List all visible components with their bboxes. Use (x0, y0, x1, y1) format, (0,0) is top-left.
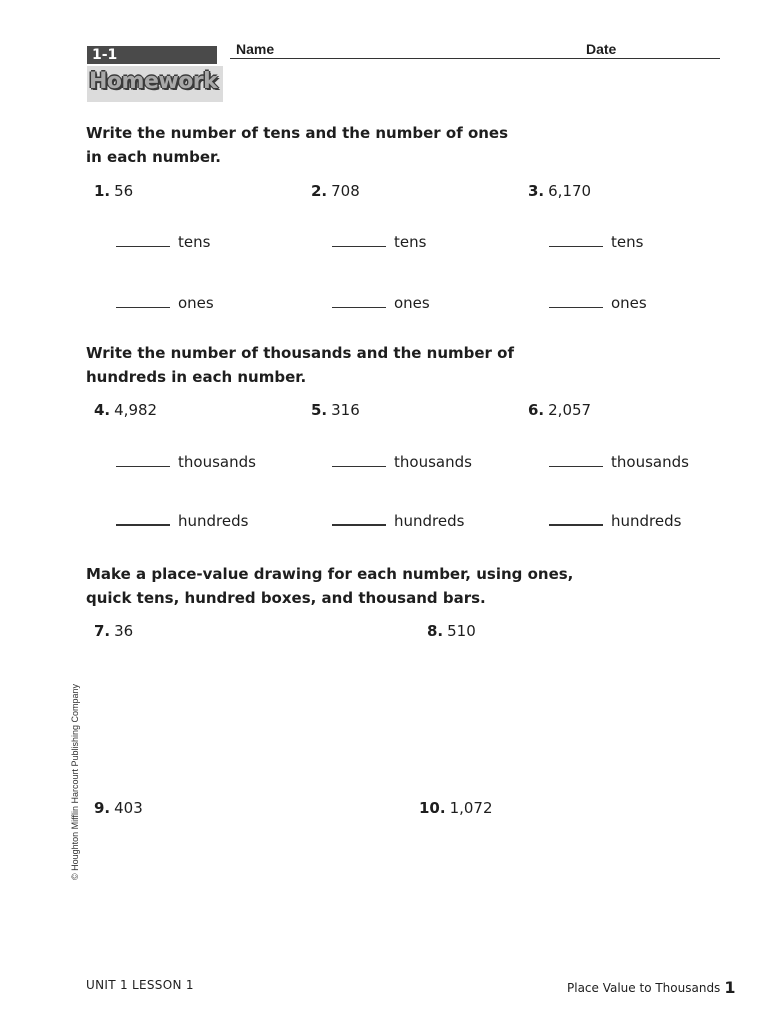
instruction-section-2 (86, 341, 606, 389)
page-number: 1 (724, 978, 736, 997)
answer-blank[interactable] (332, 466, 386, 467)
homework-banner (87, 66, 223, 102)
answer-label: tens (394, 233, 427, 251)
copyright-notice: © Houghton Mifflin Harcourt Publishing Company (70, 683, 80, 880)
problem-number: 7. (94, 622, 111, 640)
answer-4-thousands (116, 453, 256, 471)
answer-blank[interactable] (549, 246, 603, 247)
answer-1-tens (116, 233, 210, 251)
problem-number: 2. (311, 182, 328, 200)
footer-title (567, 978, 735, 997)
answer-blank[interactable] (549, 524, 603, 526)
instruction-line: in each number. (86, 148, 221, 166)
problem-number: 5. (311, 401, 328, 419)
answer-blank[interactable] (332, 246, 386, 247)
instruction-line: hundreds in each number. (86, 368, 307, 386)
problem-value: 56 (114, 182, 134, 200)
answer-6-hundreds (549, 512, 681, 530)
answer-label: thousands (178, 453, 256, 471)
answer-label: tens (178, 233, 211, 251)
answer-label: ones (611, 294, 647, 312)
instruction-line: quick tens, hundred boxes, and thousand bars. (86, 589, 486, 607)
answer-blank[interactable] (332, 524, 386, 526)
answer-1-ones (116, 294, 214, 312)
answer-label: hundreds (611, 512, 682, 530)
problem-number: 10. (419, 799, 446, 817)
footer-unit-lesson: UNIT 1 LESSON 1 (86, 978, 194, 992)
problem-number: 8. (427, 622, 444, 640)
problem-6 (528, 401, 591, 419)
problem-1 (94, 182, 133, 200)
name-label: Name (236, 41, 275, 57)
answer-label: ones (178, 294, 214, 312)
answer-6-thousands (549, 453, 689, 471)
problem-number: 9. (94, 799, 111, 817)
instruction-line: Write the number of tens and the number of ones (86, 124, 509, 142)
answer-blank[interactable] (116, 246, 170, 247)
problem-value: 510 (447, 622, 476, 640)
problem-10 (419, 799, 493, 817)
answer-label: ones (394, 294, 430, 312)
instruction-section-1 (86, 121, 606, 169)
problem-value: 403 (114, 799, 143, 817)
answer-4-hundreds (116, 512, 248, 530)
problem-value: 36 (114, 622, 134, 640)
problem-3 (528, 182, 591, 200)
problem-5 (311, 401, 360, 419)
footer-title-text: Place Value to Thousands (567, 981, 721, 995)
answer-label: thousands (611, 453, 689, 471)
problem-value: 708 (331, 182, 360, 200)
instruction-section-3 (86, 562, 606, 610)
answer-3-ones (549, 294, 647, 312)
problem-9 (94, 799, 143, 817)
answer-blank[interactable] (549, 466, 603, 467)
problem-7 (94, 622, 133, 640)
problem-2 (311, 182, 360, 200)
problem-number: 3. (528, 182, 545, 200)
lesson-tag: 1-1 (87, 46, 217, 64)
problem-number: 4. (94, 401, 111, 419)
answer-label: hundreds (394, 512, 465, 530)
problem-value: 4,982 (114, 401, 158, 419)
problem-value: 2,057 (548, 401, 592, 419)
answer-blank[interactable] (116, 466, 170, 467)
answer-2-tens (332, 233, 426, 251)
answer-blank[interactable] (116, 524, 170, 526)
problem-value: 316 (331, 401, 360, 419)
answer-label: hundreds (178, 512, 249, 530)
answer-label: tens (611, 233, 644, 251)
answer-5-thousands (332, 453, 472, 471)
problem-value: 6,170 (548, 182, 592, 200)
problem-4 (94, 401, 157, 419)
instruction-line: Make a place-value drawing for each number, using ones, (86, 565, 574, 583)
answer-3-tens (549, 233, 643, 251)
instruction-line: Write the number of thousands and the number of (86, 344, 515, 362)
answer-label: thousands (394, 453, 472, 471)
problem-number: 6. (528, 401, 545, 419)
problem-number: 1. (94, 182, 111, 200)
answer-5-hundreds (332, 512, 464, 530)
answer-2-ones (332, 294, 430, 312)
name-date-line[interactable] (230, 58, 720, 59)
answer-blank[interactable] (549, 307, 603, 308)
answer-blank[interactable] (332, 307, 386, 308)
answer-blank[interactable] (116, 307, 170, 308)
problem-value: 1,072 (449, 799, 493, 817)
homework-banner-text: Homework (89, 69, 218, 94)
date-label: Date (586, 41, 617, 57)
problem-8 (427, 622, 476, 640)
